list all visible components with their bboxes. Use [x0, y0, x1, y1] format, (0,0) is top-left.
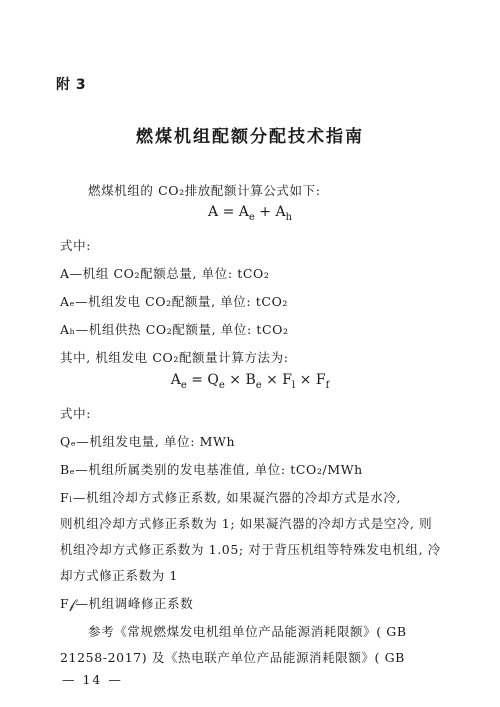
where-label-2: 式中: — [60, 406, 92, 421]
definition-a: A—机组 CO₂配额总量, 单位: tCO₂ — [60, 266, 270, 281]
intro-text: 燃煤机组的 CO₂排放配额计算公式如下: — [88, 183, 321, 198]
definition-ae: Aₑ—机组发电 CO₂配额量, 单位: tCO₂ — [60, 294, 289, 309]
formula-term-ae: A — [238, 204, 249, 220]
definition-fl-line-2: 则机组冷却方式修正系数为 1; 如果凝汽器的冷却方式是空冷, 则 — [60, 516, 433, 531]
document-title: 燃煤机组配额分配技术指南 — [136, 127, 364, 147]
formula-lhs: A — [207, 204, 219, 220]
formula-generation-allowance: $A_e = Q_e \times B_e \times F_l \times F_f$ — [170, 372, 330, 391]
where-label-1: 式中: — [60, 238, 92, 253]
definition-fl-line-3: 机组冷却方式修正系数为 1.05; 对于背压机组等特殊发电机组, 冷 — [60, 542, 441, 557]
page-number: — 14 — — [62, 672, 123, 687]
method-intro-text: 其中, 机组发电 CO₂配额量计算方法为: — [60, 350, 289, 365]
reference-line-1: 参考《常规燃煤发电机组单位产品能源消耗限额》( GB — [88, 624, 407, 639]
definition-qe: Qₑ—机组发电量, 单位: MWh — [60, 434, 236, 449]
reference-line-2: 21258-2017) 及《热电联产单位产品能源消耗限额》( GB — [60, 650, 405, 665]
formula-total-allowance: $A = A_e + A_h$ — [207, 204, 293, 223]
annex-label: 附 3 — [56, 77, 87, 93]
definition-ff: F𝒻—机组调峰修正系数 — [60, 596, 194, 611]
definition-be: Bₑ—机组所属类别的发电基准值, 单位: tCO₂/MWh — [60, 462, 363, 477]
definition-fl-line-4: 却方式修正系数为 1 — [60, 568, 178, 583]
definition-ah: Aₕ—机组供热 CO₂配额量, 单位: tCO₂ — [60, 322, 289, 337]
definition-fl-line-1: Fₗ—机组冷却方式修正系数, 如果凝汽器的冷却方式是水冷, — [60, 490, 402, 505]
formula-term-ah: A — [275, 204, 286, 220]
